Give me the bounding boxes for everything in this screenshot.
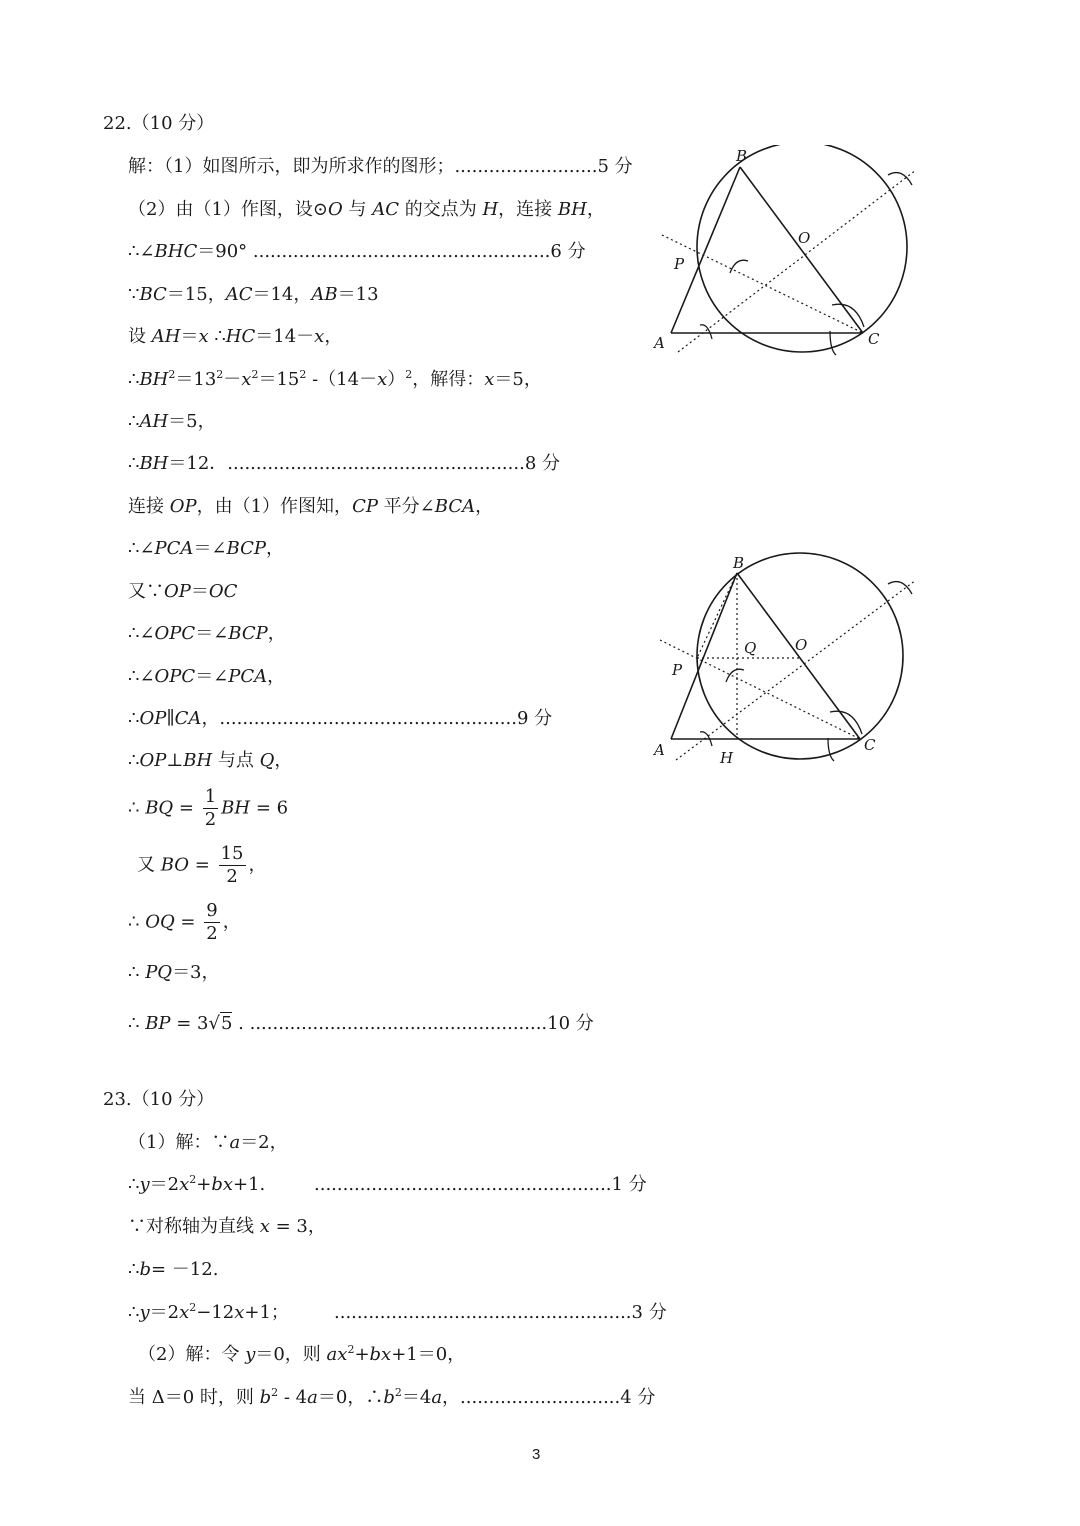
q22-line-18: ∴ OQ = $\frac{9}{2}$ ， bbox=[128, 900, 241, 944]
label-o: O bbox=[798, 229, 811, 247]
circle-o bbox=[697, 553, 903, 759]
label-b: B bbox=[733, 554, 745, 572]
q23-line-5: $\therefore y=2x^2-12x+1$； bbox=[128, 1301, 289, 1323]
arc-mark-4 bbox=[832, 304, 864, 327]
q22-line-2: （2）由（1）作图，设⊙O 与 AC 的交点为 H，连接 BH， bbox=[128, 199, 605, 220]
label-h: H bbox=[720, 749, 734, 767]
q22-line-1: 解：（1）如图所示，即为所求作的图形；.........................5 分 bbox=[128, 156, 633, 177]
q22-line-8: ∴BH＝12．....................................................8 分 bbox=[128, 453, 560, 474]
q22-line-10: ∴∠PCA＝∠BCP， bbox=[128, 538, 284, 559]
q23-line-6: （2）解：令 y＝0，则 $ax^2+bx+1=0$， bbox=[138, 1343, 466, 1365]
angle-arc-c bbox=[828, 738, 834, 761]
arc-mark-4 bbox=[830, 711, 862, 734]
arc-mark-1 bbox=[888, 173, 912, 185]
side-ab bbox=[671, 167, 740, 333]
q22-line-17: 又 BO = $\frac{15}{2}$ ， bbox=[137, 843, 267, 887]
angle-arc-c bbox=[830, 331, 836, 355]
q23-line-3: ∵对称轴为直线 x = 3， bbox=[128, 1216, 326, 1237]
label-p: P bbox=[672, 661, 683, 679]
page-number: 3 bbox=[532, 1446, 541, 1463]
label-o: O bbox=[795, 636, 808, 654]
q23-line-1: （1）解：∵a＝2， bbox=[128, 1132, 288, 1153]
circle-o bbox=[697, 145, 907, 352]
q22-header: 22.（10 分） bbox=[103, 113, 215, 134]
fraction: $\frac{9}{2}$ bbox=[206, 900, 218, 944]
label-c: C bbox=[864, 736, 876, 754]
q22-line-14: ∴OP∥CA，....................................................9 分 bbox=[128, 708, 553, 729]
label-a: A bbox=[654, 741, 665, 759]
q23-line-7: 当 Δ＝0 时，则 $b^2 - 4a=0$，$\therefore b^2=4a$，............................4 分 bbox=[128, 1386, 656, 1408]
q22-line-7: ∴AH＝5， bbox=[128, 411, 216, 432]
figure-2-circle-triangle bbox=[650, 550, 930, 775]
label-a: A bbox=[654, 334, 665, 352]
q23-line-2-score: ....................................................1 分 bbox=[314, 1174, 647, 1195]
q22-line-13: ∴∠OPC＝∠PCA， bbox=[128, 666, 286, 687]
q22-line-20: ∴ BP = 3√5 . ....................................................10 分 bbox=[128, 1013, 594, 1034]
fraction: $\frac{1}{2}$ bbox=[204, 786, 217, 830]
perpendicular-bisector bbox=[678, 170, 916, 352]
q23-line-5-score: ....................................................3 分 bbox=[334, 1302, 667, 1323]
label-b: B bbox=[736, 147, 748, 165]
side-ab bbox=[671, 573, 737, 739]
label-c: C bbox=[868, 330, 880, 348]
q22-line-3: ∴∠BHC＝90° ....................................................6 分 bbox=[128, 241, 586, 262]
arc-mark-1 bbox=[888, 582, 912, 594]
fraction: $\frac{15}{2}$ bbox=[220, 843, 244, 887]
q23-line-2: $\therefore y=2x^2+bx+1$. bbox=[128, 1173, 266, 1195]
segment-bp bbox=[697, 573, 737, 658]
q22-line-15: ∴OP⊥BH 与点 Q， bbox=[128, 750, 293, 771]
q22-line-6: $\therefore BH^2=13^2-x^2=15^2$ $-(14-x)^2$，解得：x＝5， bbox=[128, 368, 542, 390]
q23-header: 23.（10 分） bbox=[103, 1089, 215, 1110]
q22-line-4: ∵BC＝15，AC＝14，AB＝13 bbox=[128, 284, 379, 305]
q22-line-5: 设 AH＝x ∴HC＝14－x， bbox=[128, 326, 343, 347]
side-bc bbox=[740, 167, 863, 333]
perpendicular-bisector bbox=[676, 580, 916, 760]
arc-mark-3 bbox=[730, 260, 748, 273]
label-q: Q bbox=[744, 639, 757, 657]
label-p: P bbox=[674, 255, 685, 273]
q22-line-12: ∴∠OPC＝∠BCP， bbox=[128, 623, 286, 644]
q22-line-19: ∴ PQ＝3， bbox=[128, 962, 220, 983]
q23-line-4: ∴b= －12. bbox=[128, 1259, 219, 1280]
q22-line-9: 连接 OP，由（1）作图知，CP 平分∠BCA， bbox=[128, 496, 494, 517]
q22-line-16: ∴ BQ = $\frac{1}{2}$ BH = 6 bbox=[128, 786, 289, 830]
q22-line-11: 又∵OP＝OC bbox=[128, 581, 238, 602]
figure-1-circle-triangle bbox=[650, 145, 930, 380]
